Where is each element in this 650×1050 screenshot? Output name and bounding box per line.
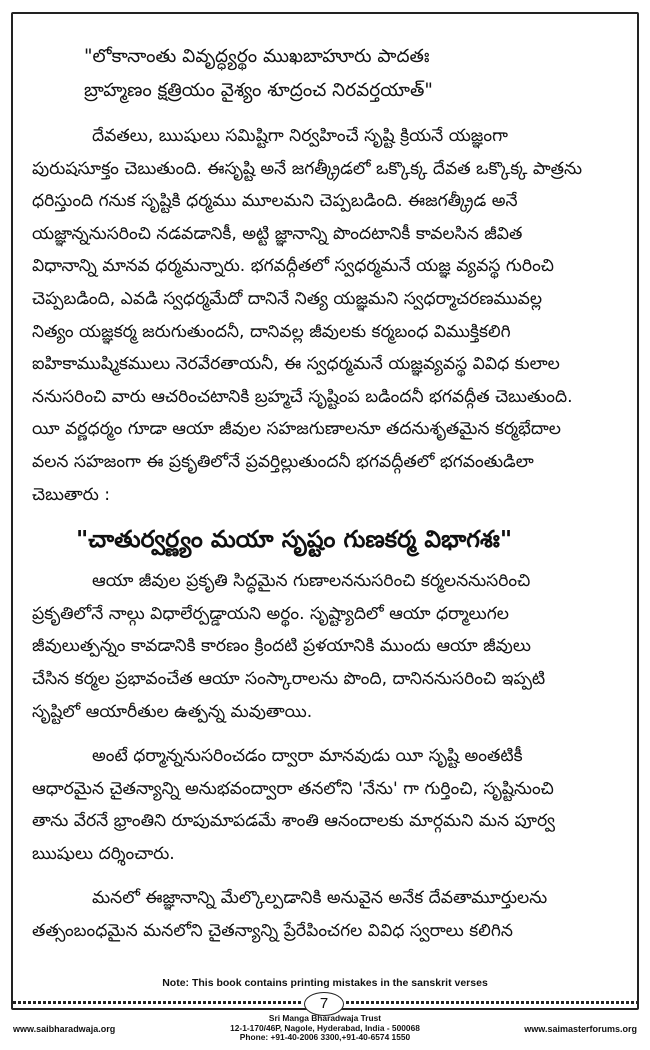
paragraph-line: మనలో ఈజ్ఞానాన్ని మేల్కొల్పడానికి అనువైన అనేక దేవతామూర్తులను — [92, 888, 548, 909]
paragraph-2 — [32, 565, 622, 728]
paragraph-line: ఐహికాముష్మికములు నెరవేరతాయనీ, ఈ స్వధర్మమనే యజ్ఞవ్యవస్థ వివిధ కులాల — [32, 354, 560, 375]
paragraph-line: ప్రకృతిలోనే నాల్గు విధాలేర్పడ్డాయని అర్థం. సృష్ట్యాదిలో ఆయా ధర్మాలుగల — [32, 603, 509, 624]
paragraph-line: యీ వర్ణధర్మం గూడా ఆయా జీవుల సహజగుణాలనూ తదనుశృతమైన కర్మభేదాల — [32, 419, 561, 440]
footer — [11, 1014, 639, 1046]
paragraph-4 — [32, 882, 622, 947]
printing-note: Note: This book contains printing mistakes in the sanskrit verses — [162, 977, 488, 989]
trust-name: Sri Manga Bharadwaja Trust — [268, 1013, 382, 1023]
paragraph-line: నిత్యం యజ్ఞకర్మ జరుగుతుందనీ, దానివల్ల జీవులకు కర్మబంధ విముక్తికలిగి — [32, 321, 511, 342]
trust-phone: Phone: +91-40-2006 3300,+91-40-6574 1550 — [239, 1032, 411, 1042]
paragraph-line: పురుషసూక్తం చెబుతుంది. ఈసృష్టి అనే జగత్క్రీడలో ఒక్కొక్క దేవత ఒక్కొక్క పాత్రను — [32, 158, 583, 179]
paragraph-line: చేసిన కర్మల ప్రభావంచేత ఆయా సంస్కారాలను పొంది, దానిననుసరించి ఇప్పటి — [32, 668, 546, 689]
paragraph-line: ఆధారమైన చైతన్యాన్ని అనుభవంద్వారా తనలోని 'నేను' గా గుర్తించి, సృష్టినుంచి — [32, 778, 554, 799]
paragraph-line: అంటే ధర్మాన్ననుసరించడం ద్వారా మానవుడు యీ సృష్టి అంతటికీ — [92, 746, 523, 767]
paragraph-line: తాను వేరనే భ్రాంతిని రూపుమాపడమే శాంతి ఆనందాలకు మార్గమని మన పూర్వ — [32, 811, 556, 832]
trust-address: 12-1-170/46P, Nagole, Hyderabad, India - 500068 — [230, 1022, 420, 1033]
verse-1-line-1: "లోకానాంతు వివృద్ధ్యర్థం ముఖబాహూరు పాదతః — [84, 46, 430, 67]
paragraph-line: వలన సహజంగా ఈ ప్రకృతిలోనే ప్రవర్తిల్లుతుందనీ భగవద్గీతలో భగవంతుడిలా — [32, 451, 534, 472]
footer-website-right[interactable]: www.saimasterforums.org — [524, 1024, 637, 1034]
paragraph-line: ఋషులు దర్శించారు. — [32, 843, 175, 864]
paragraph-line: యజ్ఞాన్ననుసరించి నడవడానికీ, అట్టి జ్ఞానాన్ని పొందటానికీ కావలసిన జీవిత — [32, 223, 523, 244]
paragraph-line: చెప్పబడింది, ఎవడి స్వధర్మమేదో దానినే నిత్య యజ్ఞమని స్వధర్మాచరణమువల్ల — [32, 288, 543, 309]
verse-2: "చాతుర్వర్ణ్యం మయా సృష్టం గుణకర్మ విభాగశః" — [76, 525, 513, 554]
paragraph-line: తత్సంబంధమైన మనలోని చైతన్యాన్ని ప్రేరేపించగల వివిధ స్వరాలు కలిగిన — [32, 921, 513, 942]
page-content — [32, 40, 622, 948]
paragraph-line: సృష్టిలో ఆయారీతుల ఉత్పన్న మవుతాయి. — [32, 701, 313, 722]
paragraph-line: ననుసరించి వారు ఆచరించటానికి బ్రహ్మచే సృష్టింప బడిందనీ భగవద్గీత చెబుతుంది. — [32, 386, 573, 407]
footer-divider-left — [13, 1001, 301, 1004]
footer-website-left[interactable]: www.saibharadwaja.org — [13, 1024, 116, 1034]
paragraph-line: ఆయా జీవుల ప్రకృతి సిద్ధమైన గుణాలననుసరించి కర్మలననుసరించి — [92, 571, 531, 592]
paragraph-line: జీవులుత్పన్నం కావడానికి కారణం క్రిందటి ప్రళయానికి ముందు ఆయా జీవులు — [32, 636, 531, 657]
paragraph-line: ధరిస్తుంది గనుక సృష్టికి ధర్మము మూలమని చెప్పబడింది. ఈజగత్క్రీడ అనే — [32, 191, 518, 212]
paragraph-line: విధానాన్ని మానవ ధర్మమన్నారు. భగవద్గీతలో స్వధర్మమనే యజ్ఞ వ్యవస్థ గురించి — [32, 256, 554, 277]
footer-divider-right — [346, 1001, 637, 1004]
verse-1-line-2: బ్రాహ్మణం క్షత్రియం వైశ్యం శూద్రంచ నిరవర్తయాత్" — [84, 80, 433, 101]
page-number: 7 — [304, 992, 344, 1016]
paragraph-line: దేవతలు, ఋషులు సమిష్టిగా నిర్వహించే సృష్టి క్రియనే యజ్ఞంగా — [92, 126, 508, 146]
paragraph-3 — [32, 740, 622, 870]
paragraph-line: చెబుతారు : — [32, 484, 111, 505]
verse-1 — [84, 40, 622, 108]
paragraph-1 — [32, 120, 622, 511]
